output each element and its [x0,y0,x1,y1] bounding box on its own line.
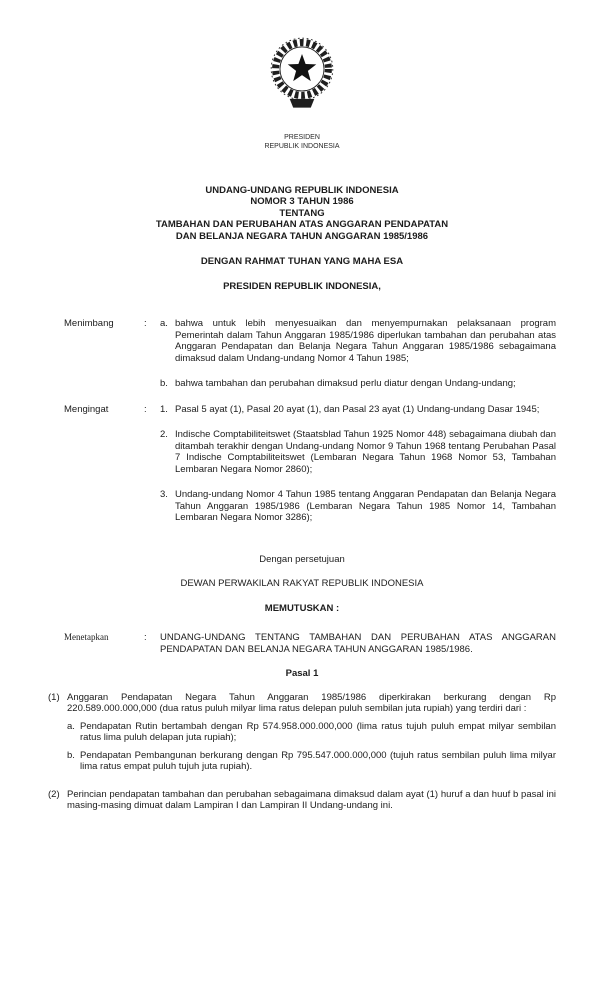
list-item [160,318,556,364]
item-marker: 2. [160,429,168,440]
item-marker: a. [160,318,168,329]
item-text: Anggaran Pendapatan Negara Tahun Anggaran 1985/1986 diperkirakan berkurang dengan Rp 220.589.000.000,000 (dua ratus puluh milyar lima ratus delepan puluh sembilan juta rupiah) yang terdiri dari : [67,691,556,714]
menimbang-body [160,318,556,390]
item-text: Perincian pendapatan tambahan dan perubahan sebagaimana dimaksud dalam ayat (1) huruf a dan huuf b pasal ini masing-masing dimuat dalam Lampiran I dan Lampiran II Undang-undang ini. [67,788,556,811]
org-line-presiden: PRESIDEN [284,133,320,141]
org-lines [48,133,556,151]
pasal-item-body [67,692,556,773]
star-icon [288,54,317,81]
item-text: Indische Comptabiliteitswet (Staatsblad Tahun 1925 Nomor 448) sebagaimana diubah dan ditambah terakhir dengan Undang-undang Nomor 9 Tahun 1968 tentang Perubahan Pasal 7 Indische Comptabiliteitswet (Lembaran Negara Tahun 1968 Nomor 53, Tambahan Lembaran Negara Nomor 2860); [175,429,556,475]
item-marker: b. [67,749,75,761]
pasal-item [48,692,556,773]
sub-list-item [67,721,556,744]
menimbang-clause [64,318,556,390]
ribbon-icon [290,99,315,108]
menetapkan-colon: : [144,632,147,643]
mengingat-label: Mengingat [64,403,109,415]
letterhead [48,28,556,151]
list-item [160,378,556,390]
title-line-4: TAMBAHAN DAN PERUBAHAN ATAS ANGGARAN PENDAPATAN [155,219,449,230]
presidential-seal [258,28,346,128]
seal-graphic [258,28,346,124]
item-marker: a. [67,720,75,732]
authority-line: PRESIDEN REPUBLIK INDONESIA, [223,280,381,292]
title-line-2: NOMOR 3 TAHUN 1986 [250,196,354,207]
list-item [160,429,556,475]
sub-list-item [67,750,556,773]
item-text: bahwa untuk lebih menyesuaikan dan menyempurnakan pelaksanaan program Pemerintah dalam Tahun Anggaran 1985/1986 diperlukan tambahan dan perubahan atas Anggaran Pendapatan dan Belanja Negara Tahun Anggaran 1985/1986 sebagaimana dimaksud dalam Undang-undang Nomor 4 Tahun 1985; [175,318,556,364]
menimbang-colon: : [144,318,147,329]
agreement-line-2: DEWAN PERWAKILAN RAKYAT REPUBLIK INDONESIA [180,578,424,589]
pasal-1-heading: Pasal 1 [285,668,319,679]
list-item [160,489,556,524]
law-title-block [48,185,556,243]
memutuskan-heading: MEMUTUSKAN : [264,602,340,614]
agreement-line-1: Dengan persetujuan [259,553,345,565]
item-marker: (2) [48,788,60,800]
mengingat-colon: : [144,403,147,415]
item-marker: (1) [48,691,60,703]
menimbang-label: Menimbang [64,318,114,329]
item-text: Pendapatan Rutin bertambah dengan Rp 574.958.000.000,000 (lima ratus tujuh puluh empat milyar sembilan ratus lima puluh delapan juta rupiah); [80,720,556,743]
title-line-1: UNDANG-UNDANG REPUBLIK INDONESIA [205,184,399,196]
pasal-item-body [67,789,556,812]
menetapkan-text: UNDANG-UNDANG TENTANG TAMBAHAN DAN PERUBAHAN ATAS ANGGARAN PENDAPATAN DAN BELANJA NEGARA TAHUN ANGGARAN 1985/1986. [160,632,556,655]
org-line-republik: REPUBLIK INDONESIA [264,142,340,150]
grace-line: DENGAN RAHMAT TUHAN YANG MAHA ESA [200,256,404,267]
item-text: Pendapatan Pembangunan berkurang dengan Rp 795.547.000.000,000 (tujuh ratus sembilan puluh lima milyar lima ratus empat puluh tujuh juta rupiah). [80,749,556,772]
item-marker: b. [160,378,168,389]
item-marker: 1. [160,403,168,415]
item-text: Pasal 5 ayat (1), Pasal 20 ayat (1), dan Pasal 23 ayat (1) Undang-undang Dasar 1945; [175,403,540,415]
mengingat-clause [64,404,556,524]
pasal-item [48,789,556,812]
title-line-5: DAN BELANJA NEGARA TAHUN ANGGARAN 1985/1986 [175,230,429,242]
item-marker: 3. [160,489,168,500]
title-line-3: TENTANG [279,207,325,219]
mengingat-body [160,404,556,524]
item-text: Undang-undang Nomor 4 Tahun 1985 tentang Anggaran Pendapatan dan Belanja Negara Tahun Anggaran 1985/1986 (Lembaran Negara Tahun 1985 Nomor 14, Tambahan Lembaran Negara Nomor 3286); [175,489,556,523]
menetapkan-clause [64,632,556,655]
item-text: bahwa tambahan dan perubahan dimaksud perlu diatur dengan Undang-undang; [175,378,516,389]
menetapkan-label: Menetapkan [64,632,109,642]
list-item [160,404,556,416]
